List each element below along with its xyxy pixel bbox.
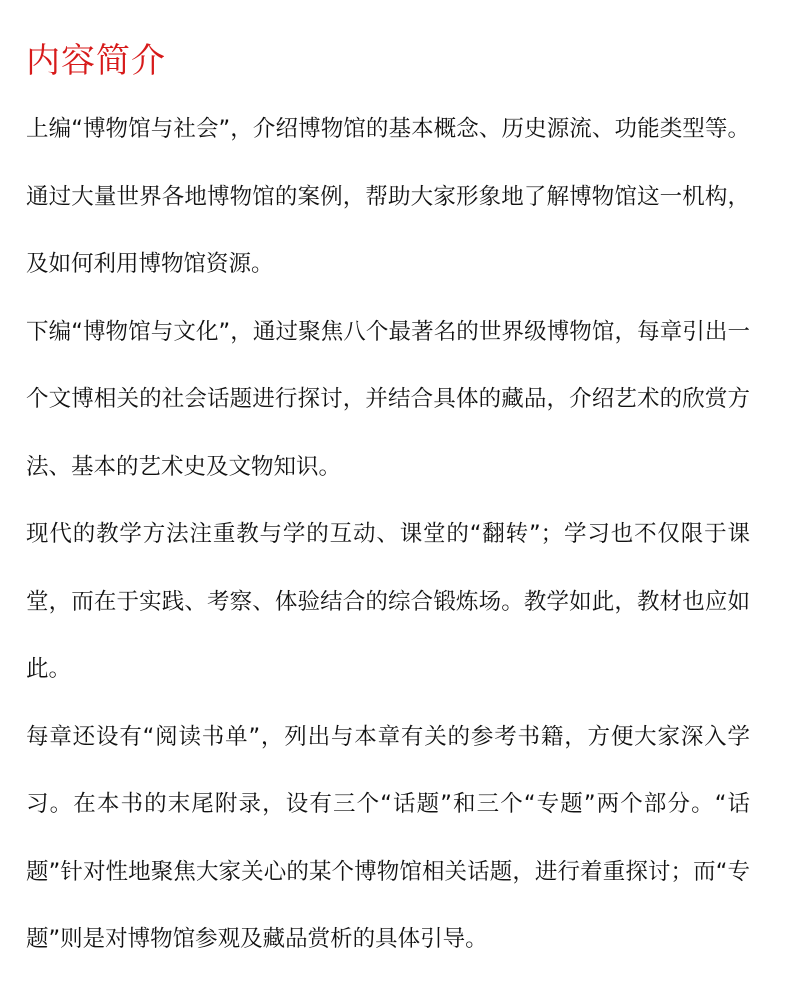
paragraph-reading-list: 每章还设有“阅读书单”，列出与本章有关的参考书籍，方便大家深入学习。在本书的末尾附录，设有三个“话题”和三个“专题”两个部分。“话题”针对性地聚焦大家关心的某个博物馆相关话题，进行着重探讨；而“专题”则是对博物馆参观及藏品赏析的具体引导。 <box>26 723 750 952</box>
paragraph-upper-part: 上编“博物馆与社会”，介绍博物馆的基本概念、历史源流、功能类型等。通过大量世界各地博物馆的案例，帮助大家形象地了解博物馆这一机构，及如何利用博物馆资源。 <box>26 116 750 277</box>
paragraph-lower-part: 下编“博物馆与文化”，通过聚焦八个最著名的世界级博物馆，每章引出一个文博相关的社会话题进行探讨，并结合具体的藏品，介绍艺术的欣赏方法、基本的艺术史及文物知识。 <box>26 318 750 480</box>
content-body <box>26 96 750 974</box>
paragraph-teaching-method: 现代的教学方法注重教与学的互动、课堂的“翻转”；学习也不仅限于课堂，而在于实践、考察、体验结合的综合锻炼场。教学如此，教材也应如此。 <box>26 521 750 682</box>
section-title: 内容简介 <box>26 41 166 81</box>
